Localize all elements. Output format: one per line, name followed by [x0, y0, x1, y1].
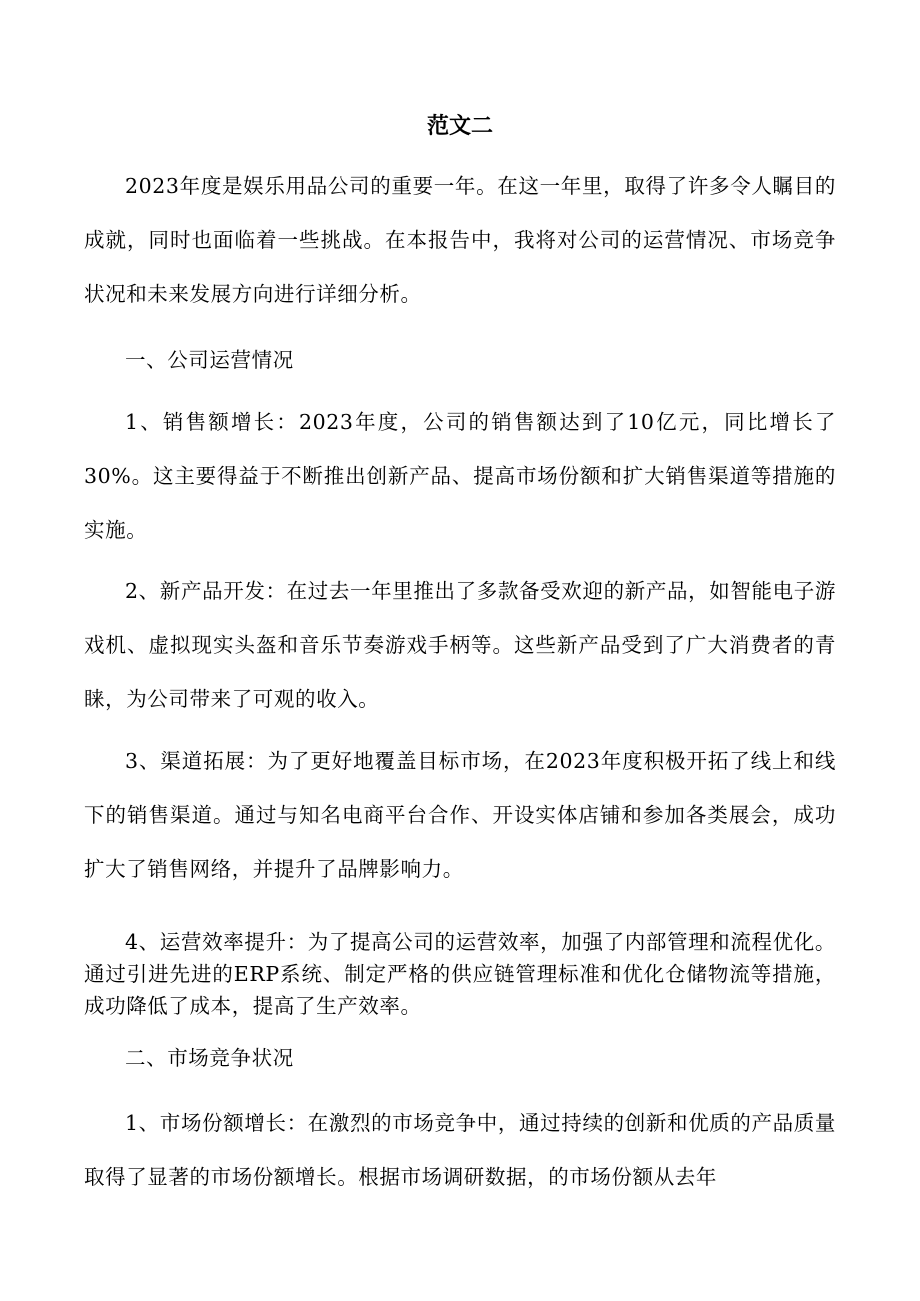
section-heading-operations: 一、公司运营情况	[125, 348, 294, 372]
paragraph-channel-expansion: 3、渠道拓展：为了更好地覆盖目标市场，在2023年度积极开拓了线上和线下的销售渠道。通过与知名电商平台合作、开设实体店铺和参加各类展会，成功扩大了销售网络，并提升了品牌影响力。	[84, 749, 836, 881]
intro-paragraph: 2023年度是娱乐用品公司的重要一年。在这一年里，取得了许多令人瞩目的成就，同时也面临着一些挑战。在本报告中，我将对公司的运营情况、市场竞争状况和未来发展方向进行详细分析。	[84, 174, 836, 306]
paragraph-market-share: 1、市场份额增长：在激烈的市场竞争中，通过持续的创新和优质的产品质量取得了显著的市场份额增长。根据市场调研数据，的市场份额从去年	[84, 1111, 836, 1189]
section-heading-competition: 二、市场竞争状况	[125, 1046, 294, 1070]
paragraph-efficiency: 4、运营效率提升：为了提高公司的运营效率，加强了内部管理和流程优化。通过引进先进的ERP系统、制定严格的供应链管理标准和优化仓储物流等措施，成功降低了成本，提高了生产效率。	[84, 930, 836, 1018]
paragraph-sales-growth: 1、销售额增长：2023年度，公司的销售额达到了10亿元，同比增长了30%。这主要得益于不断推出创新产品、提高市场份额和扩大销售渠道等措施的实施。	[84, 410, 836, 542]
paragraph-new-products: 2、新产品开发：在过去一年里推出了多款备受欢迎的新产品，如智能电子游戏机、虚拟现实头盔和音乐节奏游戏手柄等。这些新产品受到了广大消费者的青睐，为公司带来了可观的收入。	[84, 579, 836, 711]
document-title: 范文二	[426, 113, 493, 139]
